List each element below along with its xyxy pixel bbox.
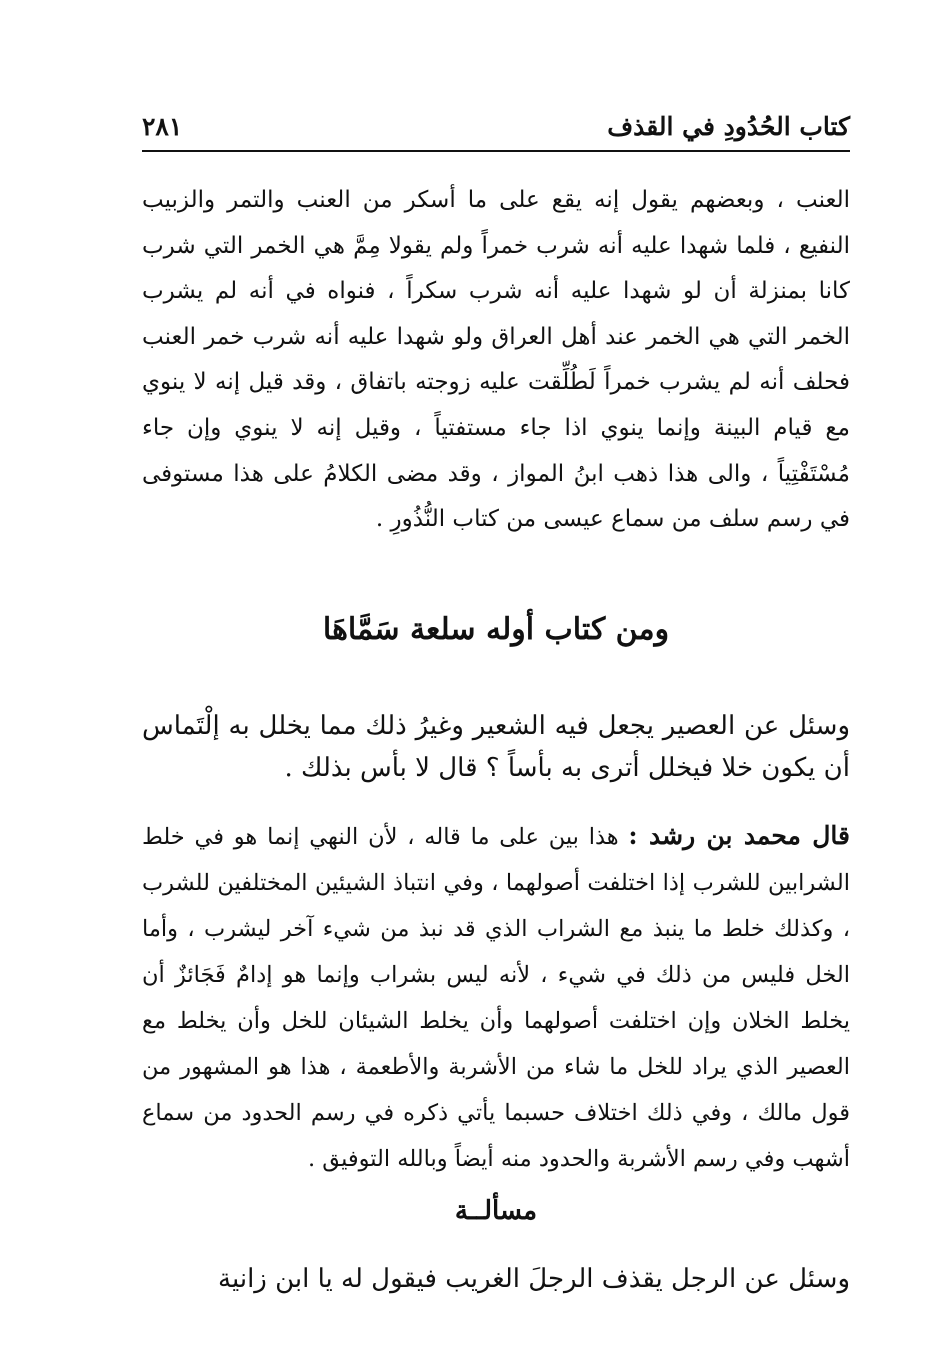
paragraph-3-text: هذا بين على ما قاله ، لأن النهي إنما هو في خلط الشرابين للشرب إذا اختلفت أصولهما ، وفي انتباذ الشيئين المختلفين للشرب ، وكذلك خلط ما ينبذ مع الشراب الذي قد نبذ من شيء آخر ليشرب ، وأما الخل فليس من ذلك في شيء ، لأنه ليس بشراب وإنما هو إدامٌ فَجَائزٌ أن يخلط الخلان وإن اختلفت أصولهما وأن يخلط الشيئان للخل وأن يخلط مع العصير الذي يراد للخل ما شاء من الأشربة والأطعمة ، هذا هو المشهور من قول مالك ، وفي ذلك اختلاف حسبما يأتي ذكره في رسم الحدود من سماع أشهب وفي رسم الأشربة والحدود منه أيضاً وبالله التوفيق .	[142, 824, 850, 1172]
running-header	[142, 104, 850, 150]
paragraph-3	[142, 813, 850, 1182]
paragraph-3-lead: قال محمد بن رشد :	[628, 821, 850, 850]
paragraph-1: العنب ، وبعضهم يقول إنه يقع على ما أسكر من العنب والتمر والزبيب النفيع ، فلما شهدا عليه أنه شرب خمراً ولم يقولا مِمَّ هي الخمر التي شرب كانا بمنزلة أن لو شهدا عليه أنه شرب سكراً ، فنواه في أنه لم يشرب الخمر التي هي الخمر عند أهل العراق ولو شهدا عليه أنه شرب خمر العنب فحلف أنه لم يشرب خمراً لَطُلِّقت عليه زوجته باتفاق ، وقد قيل إنه لا ينوي مع قيام البينة وإنما ينوي اذا جاء مستفتياً ، وقيل إنه لا ينوي وإن جاء مُسْتَفْتِياً ، والى هذا ذهب ابنُ المواز ، وقد مضى الكلامُ على هذا مستوفى في رسم سلف من سماع عيسى من كتاب النُّذُورِ .	[142, 187, 850, 533]
header-title: كتاب الحُدُودِ في القذف	[607, 112, 850, 141]
subheading: مسألــة	[454, 1196, 538, 1226]
header-rule	[142, 150, 850, 152]
paragraph-4: وسئل عن الرجل يقذف الرجلَ الغريب فيقول له يا ابن زانية	[218, 1264, 850, 1294]
section-heading: ومن كتاب أوله سلعة سَمَّاهَا	[322, 612, 670, 647]
page-number: ٢٨١	[142, 112, 183, 141]
paragraph-2: وسئل عن العصير يجعل فيه الشعير وغيرُ ذلك مما يخلل به إلْتَماس أن يكون خلا فيخلل أترى به بأساً ؟ قال لا بأس بذلك .	[142, 711, 850, 783]
